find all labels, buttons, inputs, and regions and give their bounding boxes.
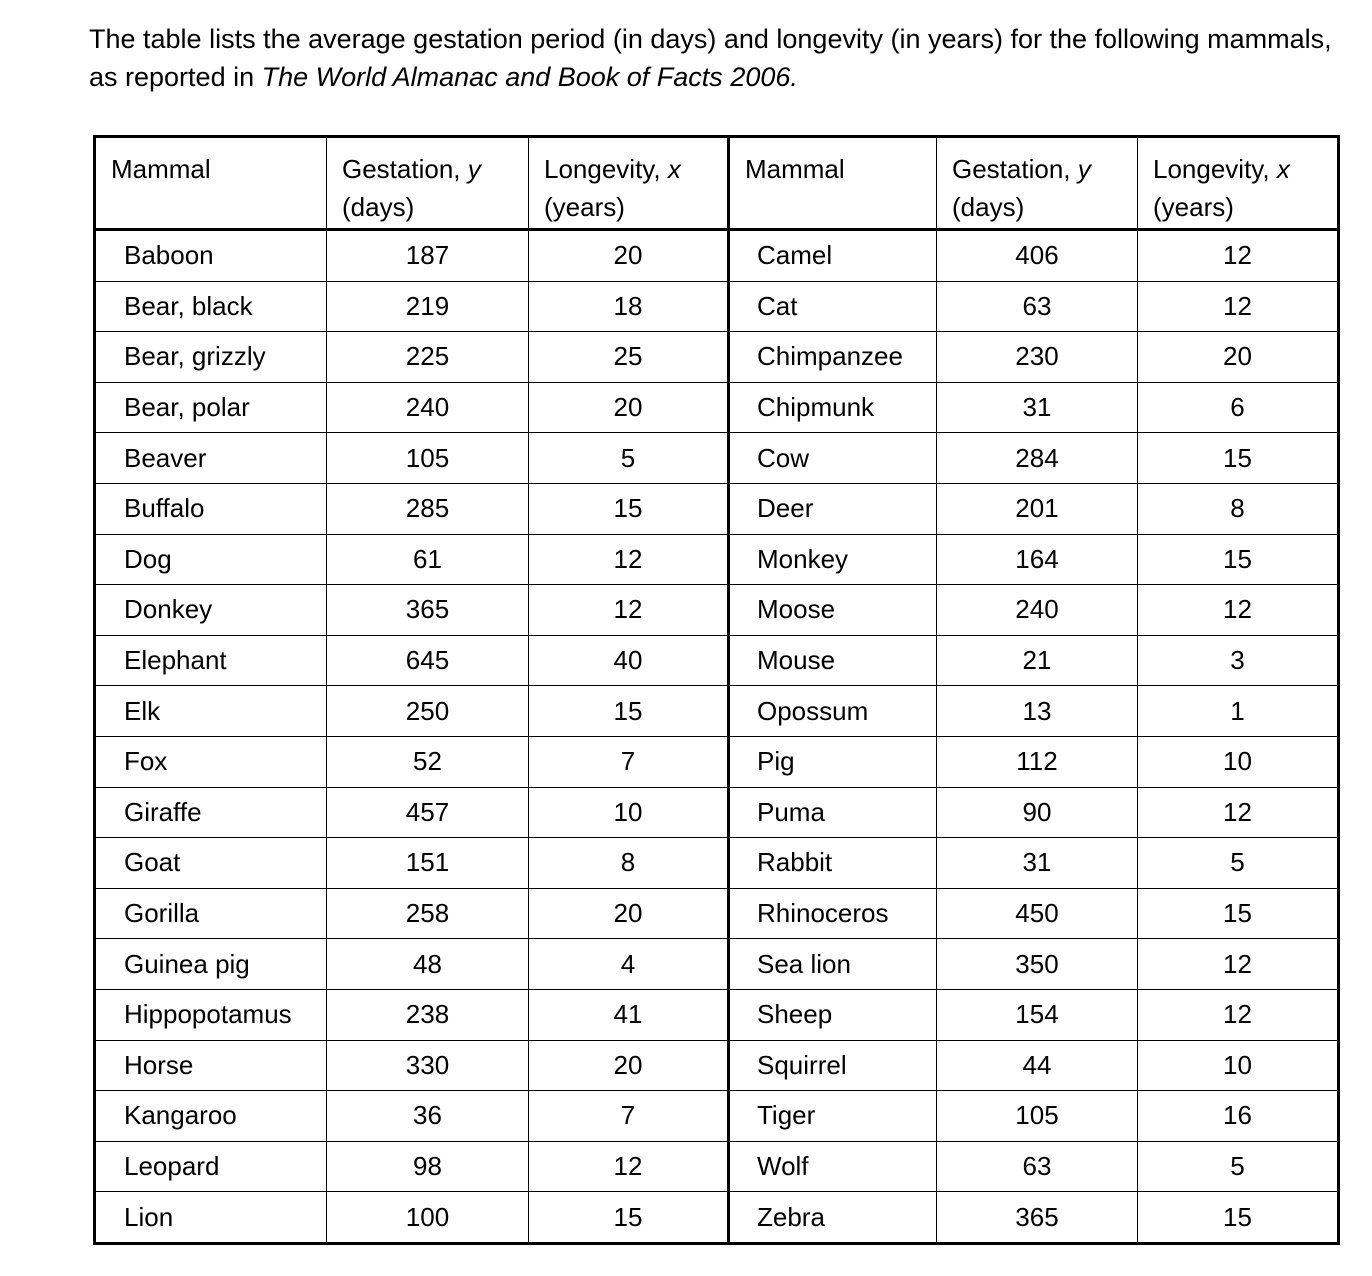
longevity-value-cell: 12 xyxy=(1138,585,1339,636)
table-row xyxy=(95,686,1339,737)
longevity-value-cell: 15 xyxy=(1138,888,1339,939)
longevity-value-cell: 12 xyxy=(1138,281,1339,332)
mammal-name-cell: Dog xyxy=(95,534,327,585)
table-row xyxy=(95,534,1339,585)
table-row xyxy=(95,382,1339,433)
longevity-value-cell: 10 xyxy=(1138,1040,1339,1091)
mammal-name-cell: Puma xyxy=(729,787,937,838)
gestation-value-cell: 52 xyxy=(327,736,529,787)
longevity-value-cell: 15 xyxy=(529,686,729,737)
header-mammal-right xyxy=(729,137,937,230)
gestation-value-cell: 21 xyxy=(937,635,1138,686)
longevity-value-cell: 3 xyxy=(1138,635,1339,686)
gestation-value-cell: 250 xyxy=(327,686,529,737)
header-gestation-variable: y xyxy=(467,154,481,184)
longevity-value-cell: 20 xyxy=(529,888,729,939)
table-row xyxy=(95,433,1339,484)
mammal-name-cell: Deer xyxy=(729,483,937,534)
header-longevity-label: Longevity, xyxy=(1153,154,1277,184)
table-body xyxy=(95,230,1339,1244)
intro-text: The table lists the average gestation period (in days) and longevity (in years) for the following mammals, as reported in xyxy=(89,24,1332,92)
gestation-value-cell: 330 xyxy=(327,1040,529,1091)
mammal-name-cell: Fox xyxy=(95,736,327,787)
longevity-value-cell: 10 xyxy=(1138,736,1339,787)
longevity-value-cell: 20 xyxy=(529,1040,729,1091)
longevity-value-cell: 4 xyxy=(529,939,729,990)
mammal-name-cell: Bear, black xyxy=(95,281,327,332)
gestation-value-cell: 450 xyxy=(937,888,1138,939)
mammal-name-cell: Mouse xyxy=(729,635,937,686)
gestation-value-cell: 98 xyxy=(327,1141,529,1192)
gestation-value-cell: 225 xyxy=(327,332,529,383)
table-row xyxy=(95,1040,1339,1091)
gestation-value-cell: 240 xyxy=(937,585,1138,636)
gestation-value-cell: 350 xyxy=(937,939,1138,990)
longevity-value-cell: 5 xyxy=(529,433,729,484)
longevity-value-cell: 12 xyxy=(1138,939,1339,990)
mammal-data-table xyxy=(93,135,1340,1245)
longevity-value-cell: 15 xyxy=(529,483,729,534)
longevity-value-cell: 20 xyxy=(1138,332,1339,383)
table-row xyxy=(95,1141,1339,1192)
table-row xyxy=(95,787,1339,838)
gestation-value-cell: 645 xyxy=(327,635,529,686)
mammal-name-cell: Sheep xyxy=(729,989,937,1040)
longevity-value-cell: 5 xyxy=(1138,838,1339,889)
mammal-name-cell: Chipmunk xyxy=(729,382,937,433)
table-row xyxy=(95,635,1339,686)
mammal-name-cell: Moose xyxy=(729,585,937,636)
gestation-value-cell: 90 xyxy=(937,787,1138,838)
longevity-value-cell: 12 xyxy=(529,534,729,585)
mammal-name-cell: Gorilla xyxy=(95,888,327,939)
table-row xyxy=(95,989,1339,1040)
mammal-name-cell: Horse xyxy=(95,1040,327,1091)
table-row xyxy=(95,281,1339,332)
header-gestation-label: Gestation, xyxy=(952,154,1078,184)
header-gestation-label: Gestation, xyxy=(342,154,468,184)
mammal-name-cell: Elk xyxy=(95,686,327,737)
gestation-value-cell: 154 xyxy=(937,989,1138,1040)
header-longevity-right xyxy=(1138,137,1339,230)
table-row xyxy=(95,736,1339,787)
gestation-value-cell: 365 xyxy=(327,585,529,636)
gestation-value-cell: 258 xyxy=(327,888,529,939)
table-row xyxy=(95,939,1339,990)
longevity-value-cell: 20 xyxy=(529,382,729,433)
mammal-name-cell: Goat xyxy=(95,838,327,889)
mammal-name-cell: Buffalo xyxy=(95,483,327,534)
mammal-name-cell: Kangaroo xyxy=(95,1091,327,1142)
header-longevity-left xyxy=(529,137,729,230)
gestation-value-cell: 238 xyxy=(327,989,529,1040)
longevity-value-cell: 8 xyxy=(529,838,729,889)
gestation-value-cell: 164 xyxy=(937,534,1138,585)
mammal-name-cell: Bear, grizzly xyxy=(95,332,327,383)
gestation-value-cell: 187 xyxy=(327,230,529,282)
longevity-value-cell: 15 xyxy=(1138,1192,1339,1244)
mammal-name-cell: Elephant xyxy=(95,635,327,686)
gestation-value-cell: 406 xyxy=(937,230,1138,282)
longevity-value-cell: 15 xyxy=(1138,534,1339,585)
header-longevity-variable: x xyxy=(1276,154,1290,184)
gestation-value-cell: 48 xyxy=(327,939,529,990)
header-longevity-unit: (years) xyxy=(544,192,625,222)
longevity-value-cell: 6 xyxy=(1138,382,1339,433)
mammal-name-cell: Wolf xyxy=(729,1141,937,1192)
gestation-value-cell: 105 xyxy=(327,433,529,484)
table-row xyxy=(95,332,1339,383)
mammal-name-cell: Camel xyxy=(729,230,937,282)
gestation-value-cell: 61 xyxy=(327,534,529,585)
mammal-name-cell: Beaver xyxy=(95,433,327,484)
table-header-row xyxy=(95,137,1339,230)
gestation-value-cell: 284 xyxy=(937,433,1138,484)
gestation-value-cell: 230 xyxy=(937,332,1138,383)
gestation-value-cell: 31 xyxy=(937,382,1138,433)
header-gestation-right xyxy=(937,137,1138,230)
longevity-value-cell: 12 xyxy=(529,1141,729,1192)
mammal-name-cell: Bear, polar xyxy=(95,382,327,433)
longevity-value-cell: 12 xyxy=(529,585,729,636)
header-mammal-label: Mammal xyxy=(745,154,845,184)
gestation-value-cell: 44 xyxy=(937,1040,1138,1091)
mammal-name-cell: Cat xyxy=(729,281,937,332)
header-gestation-left xyxy=(327,137,529,230)
gestation-value-cell: 63 xyxy=(937,1141,1138,1192)
mammal-name-cell: Rhinoceros xyxy=(729,888,937,939)
longevity-value-cell: 20 xyxy=(529,230,729,282)
gestation-value-cell: 36 xyxy=(327,1091,529,1142)
gestation-value-cell: 457 xyxy=(327,787,529,838)
mammal-name-cell: Opossum xyxy=(729,686,937,737)
table-row xyxy=(95,888,1339,939)
header-gestation-variable: y xyxy=(1077,154,1091,184)
mammal-name-cell: Baboon xyxy=(95,230,327,282)
intro-source-title: The World Almanac and Book of Facts 2006. xyxy=(261,62,798,92)
longevity-value-cell: 5 xyxy=(1138,1141,1339,1192)
longevity-value-cell: 10 xyxy=(529,787,729,838)
header-longevity-variable: x xyxy=(667,154,681,184)
mammal-name-cell: Giraffe xyxy=(95,787,327,838)
longevity-value-cell: 25 xyxy=(529,332,729,383)
gestation-value-cell: 31 xyxy=(937,838,1138,889)
mammal-name-cell: Squirrel xyxy=(729,1040,937,1091)
table-row xyxy=(95,585,1339,636)
gestation-value-cell: 151 xyxy=(327,838,529,889)
mammal-name-cell: Chimpanzee xyxy=(729,332,937,383)
mammal-name-cell: Pig xyxy=(729,736,937,787)
gestation-value-cell: 285 xyxy=(327,483,529,534)
gestation-value-cell: 219 xyxy=(327,281,529,332)
table-row xyxy=(95,1192,1339,1244)
table-row xyxy=(95,838,1339,889)
longevity-value-cell: 41 xyxy=(529,989,729,1040)
header-longevity-unit: (years) xyxy=(1153,192,1234,222)
mammal-name-cell: Zebra xyxy=(729,1192,937,1244)
mammal-name-cell: Hippopotamus xyxy=(95,989,327,1040)
longevity-value-cell: 12 xyxy=(1138,230,1339,282)
longevity-value-cell: 12 xyxy=(1138,787,1339,838)
gestation-value-cell: 365 xyxy=(937,1192,1138,1244)
mammal-name-cell: Guinea pig xyxy=(95,939,327,990)
longevity-value-cell: 12 xyxy=(1138,989,1339,1040)
longevity-value-cell: 7 xyxy=(529,1091,729,1142)
gestation-value-cell: 112 xyxy=(937,736,1138,787)
table-row xyxy=(95,230,1339,282)
longevity-value-cell: 1 xyxy=(1138,686,1339,737)
longevity-value-cell: 40 xyxy=(529,635,729,686)
gestation-value-cell: 63 xyxy=(937,281,1138,332)
gestation-value-cell: 105 xyxy=(937,1091,1138,1142)
mammal-name-cell: Cow xyxy=(729,433,937,484)
intro-paragraph xyxy=(89,20,1349,96)
mammal-name-cell: Leopard xyxy=(95,1141,327,1192)
longevity-value-cell: 15 xyxy=(529,1192,729,1244)
mammal-name-cell: Lion xyxy=(95,1192,327,1244)
longevity-value-cell: 7 xyxy=(529,736,729,787)
mammal-name-cell: Tiger xyxy=(729,1091,937,1142)
longevity-value-cell: 18 xyxy=(529,281,729,332)
table-row xyxy=(95,1091,1339,1142)
gestation-value-cell: 240 xyxy=(327,382,529,433)
gestation-value-cell: 100 xyxy=(327,1192,529,1244)
header-gestation-unit: (days) xyxy=(952,192,1025,222)
header-mammal-label: Mammal xyxy=(111,154,211,184)
table-row xyxy=(95,483,1339,534)
longevity-value-cell: 16 xyxy=(1138,1091,1339,1142)
mammal-name-cell: Monkey xyxy=(729,534,937,585)
mammal-name-cell: Sea lion xyxy=(729,939,937,990)
header-gestation-unit: (days) xyxy=(342,192,415,222)
gestation-value-cell: 13 xyxy=(937,686,1138,737)
header-longevity-label: Longevity, xyxy=(544,154,668,184)
header-mammal-left xyxy=(95,137,327,230)
mammal-name-cell: Donkey xyxy=(95,585,327,636)
longevity-value-cell: 15 xyxy=(1138,433,1339,484)
mammal-name-cell: Rabbit xyxy=(729,838,937,889)
gestation-value-cell: 201 xyxy=(937,483,1138,534)
longevity-value-cell: 8 xyxy=(1138,483,1339,534)
